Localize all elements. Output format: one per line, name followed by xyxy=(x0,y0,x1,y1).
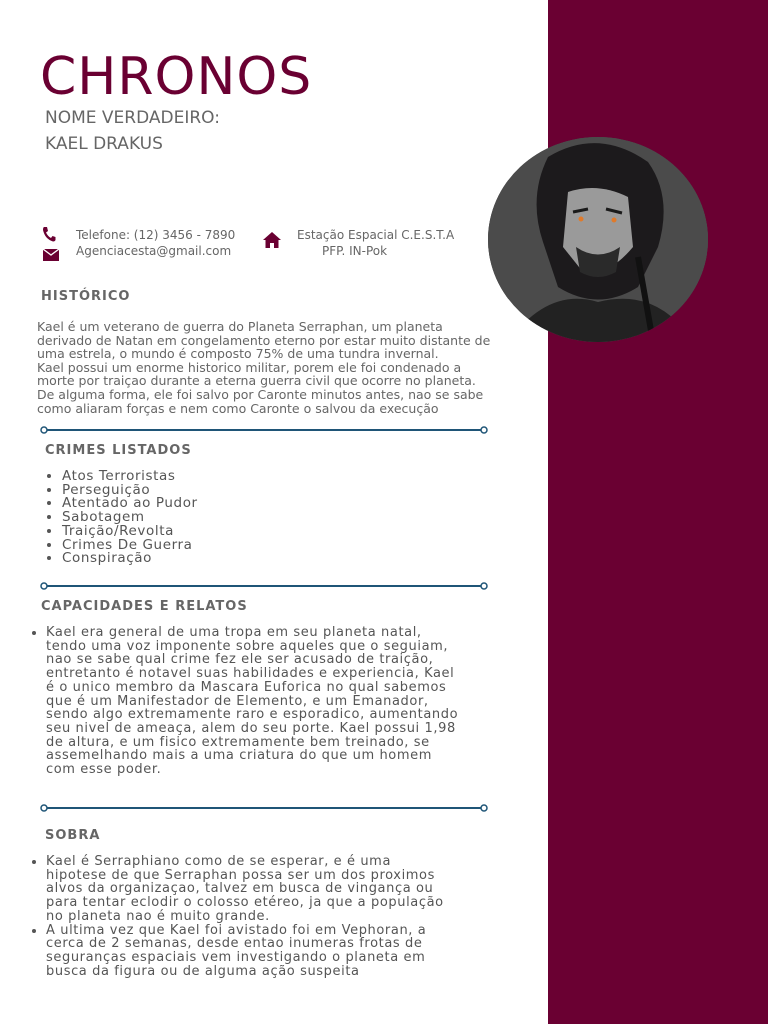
item-line: busca da figura ou de alguma ação suspeita xyxy=(46,963,360,979)
historico-text xyxy=(37,320,490,415)
home-icon xyxy=(263,232,281,252)
item-line: • Kael é Serraphiano como de se esperar, e é uma xyxy=(46,854,392,869)
sobra-list xyxy=(26,855,444,978)
section-divider xyxy=(40,581,488,591)
list-item: • Perseguição xyxy=(62,484,198,498)
address-line1: Estação Espacial C.E.S.T.A xyxy=(297,228,455,242)
portrait-image xyxy=(488,137,708,342)
historico-line: derivado de Natan em congelamento eterno por estar muito distante de xyxy=(37,332,491,348)
item-line: é o unico membro da Mascara Euforica no qual sabemos xyxy=(46,679,447,695)
item-line: • Kael era general de uma tropa em seu planeta natal, xyxy=(46,625,422,640)
item-line: hipotese de que Serraphan possa ser um dos proximos xyxy=(46,867,435,883)
historico-line: Kael é um veterano de guerra do Planeta Serraphan, um planeta xyxy=(37,319,443,334)
item-line: cerca de 2 semanas, desde entao inumeras frotas de xyxy=(46,936,423,952)
item-line: assemelhando mais a uma criatura do que um homem xyxy=(46,748,432,764)
item-line: no planeta nao é muito grande. xyxy=(46,908,270,924)
historico-line: uma estrela, o mundo é composto 75% de uma tundra invernal. xyxy=(37,346,439,362)
section-divider xyxy=(40,803,488,813)
list-item: • Sabotagem xyxy=(62,511,198,525)
sobra-title: SOBRA xyxy=(45,828,101,843)
historico-title: HISTÓRICO xyxy=(41,289,131,304)
page-title: CHRONOS xyxy=(40,47,313,107)
item-line: sendo algo extremamente raro e esporadico, aumentando xyxy=(46,707,459,723)
capacidades-list xyxy=(26,626,458,777)
item-line: entretanto é notavel suas habilidades e experiencia, Kael xyxy=(46,666,455,682)
item-line: que é um Manifestador de Elemento, e um Emanador, xyxy=(46,693,429,709)
list-item: • Conspiração xyxy=(62,552,198,566)
item-line: alvos da organizaçao, talvez em busca de vingança ou xyxy=(46,881,434,897)
envelope-icon xyxy=(43,246,59,265)
list-item: • Atentado ao Pudor xyxy=(62,497,198,511)
phone-icon xyxy=(42,226,56,246)
list-item xyxy=(46,626,458,777)
portrait-illustration xyxy=(488,137,708,342)
historico-line: morte por traiçao durante a eterna guerra civil que ocorre no planeta. xyxy=(37,373,476,389)
email-text: Agenciacesta@gmail.com xyxy=(76,244,232,258)
historico-line: De alguma forma, ele foi salvo por Caronte minutos antes, nao se sabe xyxy=(37,386,484,402)
list-item: • Crimes De Guerra xyxy=(62,539,198,553)
item-line: tendo uma voz imponente sobre aqueles que o seguiam, xyxy=(46,638,449,654)
item-line: de altura, e um fisico extremamente bem treinado, se xyxy=(46,734,430,750)
capacidades-title: CAPACIDADES E RELATOS xyxy=(41,599,248,614)
subtitle-name: KAEL DRAKUS xyxy=(45,134,163,154)
address-line2: PFP. IN-Pok xyxy=(322,244,388,258)
phone-text: Telefone: (12) 3456 - 7890 xyxy=(76,228,236,242)
subtitle-label: NOME VERDADEIRO: xyxy=(45,108,220,128)
list-item: • Atos Terroristas xyxy=(62,470,198,484)
item-line: para tentar eclodir o colosso etéreo, ja que a população xyxy=(46,895,444,911)
item-line: com esse poder. xyxy=(46,762,162,778)
item-line: seu nivel de ameaça, alem do seu porte. Kael possui 1,98 xyxy=(46,720,456,736)
historico-line: como aliaram forças e nem como Caronte o salvou da execução xyxy=(37,400,439,416)
list-item xyxy=(46,855,444,924)
list-item: • Traição/Revolta xyxy=(62,525,198,539)
item-line: seguranças espaciais vem investigando o planeta em xyxy=(46,949,426,965)
item-line: • A ultima vez que Kael foi avistado foi em Vephoran, a xyxy=(46,922,427,938)
crimes-title: CRIMES LISTADOS xyxy=(45,443,192,458)
section-divider xyxy=(40,425,488,435)
item-line: nao se sabe qual crime fez ele ser acusado de traição, xyxy=(46,652,434,668)
list-item xyxy=(46,924,444,979)
historico-line: Kael possui um enorme historico militar, porem ele foi condenado a xyxy=(37,359,462,375)
crimes-list xyxy=(42,470,198,566)
